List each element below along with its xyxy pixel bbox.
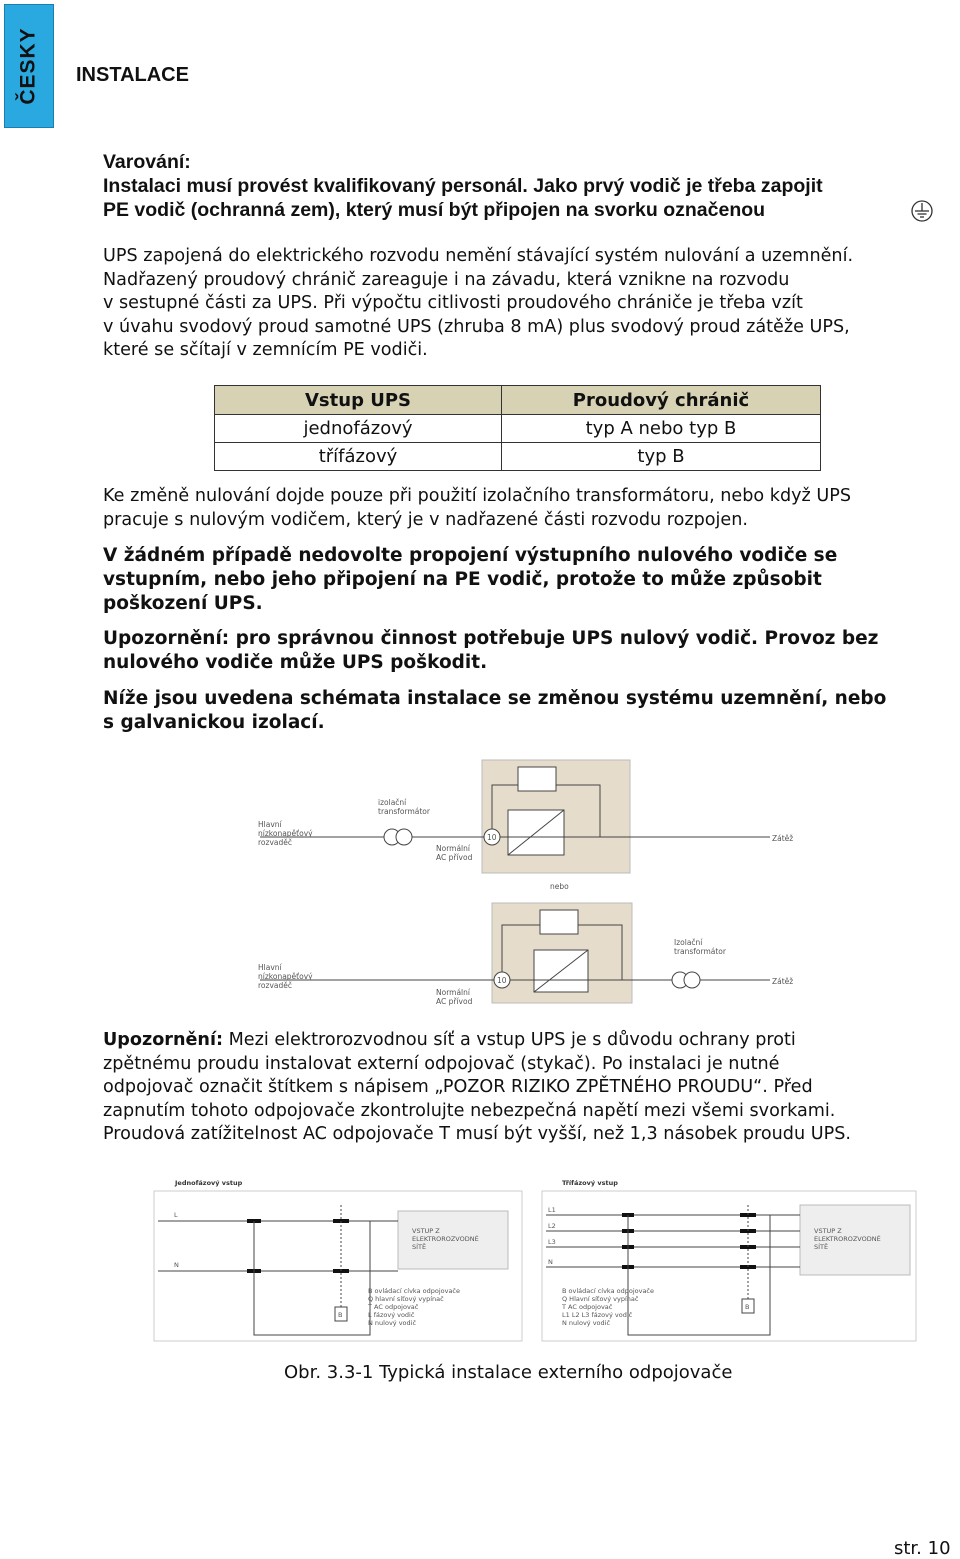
paragraph-transformer (103, 485, 851, 532)
table-header-cell: Proudový chránič (502, 386, 821, 415)
warning-heading: Varování: (103, 151, 191, 173)
table-cell: třífázový (215, 443, 502, 471)
text-line: Nadřazený proudový chránič zareaguje i na závadu, která vznikne na rozvodu (103, 269, 790, 290)
text-line: zapnutím tohoto odpojovače zkontrolujte nebezpečná napětí mezi všemi svorkami. (103, 1100, 836, 1121)
table-header-row (215, 386, 821, 415)
text-line: pracuje s nulovým vodičem, který je v nadřazené části rozvodu rozpojen. (103, 509, 748, 530)
rcd-table (214, 385, 821, 471)
paragraph-nulling (103, 245, 853, 363)
box-label: SÍTĚ (412, 1243, 427, 1251)
legend-item: Q hlavní síťový vypínač (368, 1295, 444, 1303)
legend-item: B ovládací cívka odpojovače (368, 1287, 461, 1295)
diagram-label: nízkonapěťový (258, 972, 313, 981)
warning-block (103, 150, 823, 222)
text-line: v úvahu svodový proud samotné UPS (zhruba 8 mA) plus svodový proud zátěže UPS, (103, 316, 850, 337)
line-label: L (174, 1211, 178, 1219)
notice-neutral (103, 627, 878, 675)
text-line: s galvanickou izolací. (103, 712, 325, 733)
isolation-diagram (250, 745, 820, 1015)
diagram-label: rozvaděč (258, 981, 292, 990)
line-label: L2 (548, 1222, 556, 1230)
diagram-label: Zátěž (772, 977, 794, 986)
separator-label: nebo (550, 882, 569, 891)
svg-text:B: B (338, 1311, 343, 1319)
backfeed-diagram (150, 1175, 920, 1350)
legend-item: T AC odpojovač (562, 1303, 613, 1311)
diagram-label: transformátor (674, 947, 726, 956)
table-row (215, 415, 821, 443)
section-title: INSTALACE (76, 64, 189, 86)
box-label: ELEKTROROZVODNÉ (412, 1235, 479, 1243)
text-line: V žádném případě nedovolte propojení výstupního nulového vodiče se (103, 545, 838, 566)
paragraph-backfeed (103, 1029, 851, 1147)
text-line: odpojovač označit štítkem s nápisem „POZOR RIZIKO ZPĚTNÉHO PROUDU“. Před (103, 1077, 813, 1097)
scheme-title: Jednofázový vstup (175, 1179, 243, 1187)
svg-text:B: B (745, 1303, 750, 1311)
text-line (103, 1029, 851, 1053)
legend-item: L fázový vodič (368, 1311, 415, 1319)
legend-item: Q Hlavní síťový vypínač (562, 1295, 639, 1303)
text-line: Ke změně nulování dojde pouze při použití izolačního transformátoru, nebo když UPS (103, 486, 852, 506)
warning-line: PE vodič (ochranná zem), který musí být připojen na svorku označenou (103, 199, 766, 221)
legend-item: T AC odpojovač (368, 1303, 419, 1311)
text-line: nulového vodiče může UPS poškodit. (103, 652, 488, 673)
node-label: 10 (497, 976, 507, 985)
page-number: str. 10 (894, 1538, 951, 1559)
table-cell: jednofázový (215, 415, 502, 443)
table-header-cell: Vstup UPS (215, 386, 502, 415)
node-label: 10 (487, 833, 497, 842)
diagram-label: Izolační (674, 938, 703, 947)
bypass-block (540, 910, 578, 934)
table-cell: typ A nebo typ B (502, 415, 821, 443)
table-cell: typ B (502, 443, 821, 471)
language-tab (4, 4, 54, 128)
box-label: ELEKTROROZVODNÉ (814, 1235, 881, 1243)
scheme-top (258, 760, 793, 873)
warning-neutral (103, 544, 837, 616)
diagram-label: Normální (436, 844, 470, 853)
text-line: Níže jsou uvedena schémata instalace se změnou systému uzemnění, nebo (103, 688, 887, 709)
schemes-intro (103, 687, 886, 735)
single-phase-scheme (154, 1178, 522, 1341)
text-line: vstupním, nebo jeho připojení na PE vodič, protože to může způsobit (103, 569, 822, 590)
ground-symbol-icon (909, 200, 935, 222)
three-phase-scheme (542, 1178, 916, 1341)
bypass-block (518, 767, 556, 791)
notice-prefix: Upozornění: (103, 1030, 224, 1050)
diagram-label: nízkonapěťový (258, 829, 313, 838)
text-line: UPS zapojená do elektrického rozvodu nemění stávající systém nulování a uzemnění. (103, 246, 854, 266)
notice-text: Mezi elektrorozvodnou síť a vstup UPS je s důvodu ochrany proti (223, 1030, 796, 1050)
box-label: VSTUP Z (412, 1227, 440, 1235)
line-label: N (548, 1258, 553, 1266)
scheme-bottom (258, 903, 793, 1006)
diagram-label: AC přívod (436, 997, 473, 1006)
warning-line: Instalaci musí provést kvalifikovaný personál. Jako prvý vodič je třeba zapojit (103, 175, 823, 197)
box-label: SÍTĚ (814, 1243, 829, 1251)
text-line: Proudová zatížitelnost AC odpojovače T musí být vyšší, než 1,3 násobek proudu UPS. (103, 1124, 851, 1144)
text-line: Upozornění: pro správnou činnost potřebuje UPS nulový vodič. Provoz bez (103, 628, 879, 649)
line-label: N (174, 1261, 179, 1269)
line-label: L3 (548, 1238, 556, 1246)
diagram-label: rozvaděč (258, 838, 292, 847)
diagram-label: AC přívod (436, 853, 473, 862)
legend-item: B ovládací cívka odpojovače (562, 1287, 655, 1295)
legend-item: N nulový vodič (368, 1319, 417, 1327)
language-tab-label: ČESKY (17, 27, 41, 105)
table-row (215, 443, 821, 471)
text-line: které se sčítají v zemnícím PE vodiči. (103, 340, 428, 360)
diagram-label: transformátor (378, 807, 430, 816)
figure-caption: Obr. 3.3-1 Typická instalace externího odpojovače (284, 1362, 733, 1383)
box-label: VSTUP Z (814, 1227, 842, 1235)
text-line: v sestupné části za UPS. Při výpočtu citlivosti proudového chrániče je třeba vzít (103, 293, 803, 313)
text-line: zpětnému proudu instalovat externí odpojovač (stykač). Po instalaci je nutné (103, 1053, 780, 1074)
scheme-title: Třífázový vstup (562, 1179, 618, 1187)
text-line: poškození UPS. (103, 593, 263, 614)
diagram-label: Normální (436, 988, 470, 997)
diagram-label: Zátěž (772, 834, 794, 843)
diagram-label: Hlavní (258, 963, 282, 972)
legend-item: N nulový vodič (562, 1319, 611, 1327)
legend-item: L1 L2 L3 fázový vodič (562, 1311, 633, 1319)
line-label: L1 (548, 1206, 556, 1214)
diagram-label: izolační (378, 798, 407, 807)
diagram-label: Hlavní (258, 820, 282, 829)
